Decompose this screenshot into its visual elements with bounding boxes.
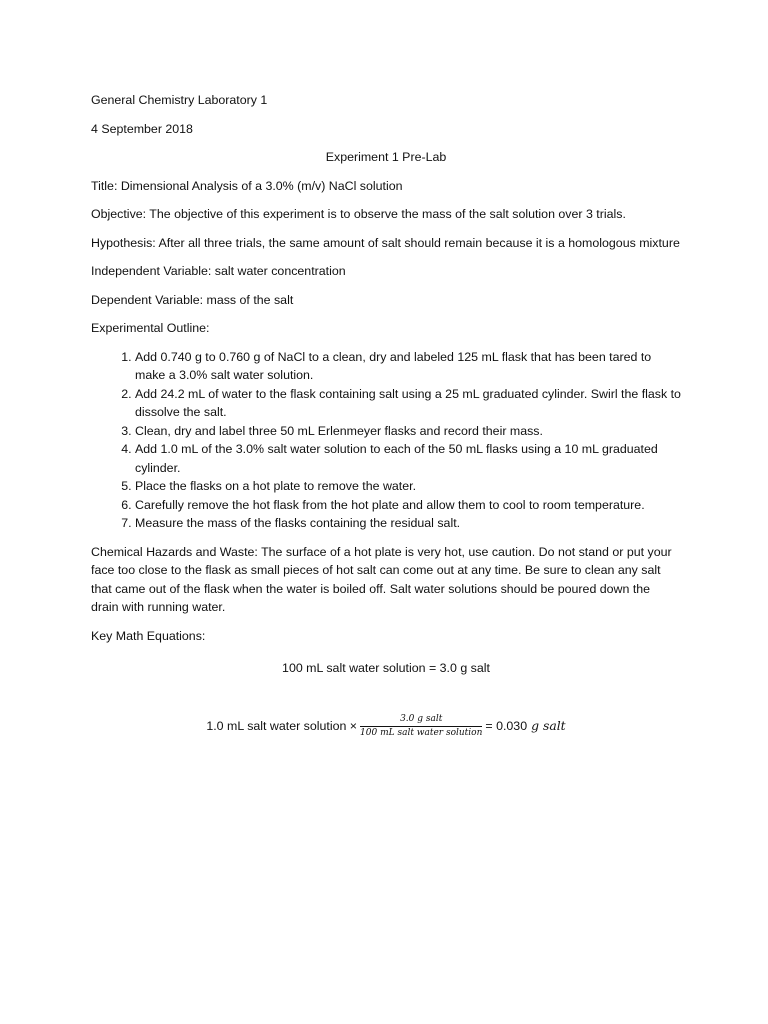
equation-conversion: 100 mL salt water solution = 3.0 g salt [282,661,490,675]
procedure-step: 7. Measure the mass of the flasks containing the residual salt. [135,514,681,533]
outline-label: Experimental Outline: [91,321,210,335]
equation-dimensional-analysis [91,714,681,739]
fraction-bar [360,726,482,727]
document-date: 4 September 2018 [91,121,193,136]
equation-result-unit: g salt [531,717,566,733]
hypothesis-line: Hypothesis: After all three trials, the same amount of salt should remain because it is a homologous mixture [91,235,680,250]
hazards-paragraph: Chemical Hazards and Waste: The surface of a hot plate is very hot, use caution. Do not stand or put your face too close to the flask as small pieces of hot salt can come out at any time. Be sure to clean any salt that came out of the flask when the water is boiled off. Salt water solutions should be poured down the drain with running water. [91,544,672,614]
procedure-step: 3. Clean, dry and label three 50 mL Erlenmeyer flasks and record their mass. [135,422,681,441]
procedure-list [91,348,681,533]
fraction-numerator: 3.0 g salt [400,713,443,724]
math-label: Key Math Equations: [91,628,206,643]
dependent-variable-line: Dependent Variable: mass of the salt [91,292,294,307]
conversion-fraction [360,714,482,739]
document-heading: Experiment 1 Pre-Lab [325,150,447,164]
independent-variable-line: Independent Variable: salt water concentration [91,264,346,278]
document-page [91,91,681,739]
procedure-step: 4. Add 1.0 mL of the 3.0% salt water solution to each of the 50 mL flasks using a 10 mL graduated cylinder. [135,440,681,477]
fraction-denominator: 100 mL salt water solution [360,727,483,738]
objective-line: Objective: The objective of this experiment is to observe the mass of the salt solution over 3 trials. [91,207,626,221]
procedure-step: 6. Carefully remove the hot flask from the hot plate and allow them to cool to room temperature. [135,496,681,515]
title-line: Title: Dimensional Analysis of a 3.0% (m/v) NaCl solution [91,178,403,193]
procedure-step: 5. Place the flasks on a hot plate to remove the water. [135,477,681,496]
course-name: General Chemistry Laboratory 1 [91,93,268,107]
equation-lhs: 1.0 mL salt water solution × [206,718,358,733]
procedure-step: 2. Add 24.2 mL of water to the flask containing salt using a 25 mL graduated cylinder. Swirl the flask to dissolve the salt. [135,385,681,422]
equation-result: = 0.030 [485,718,528,733]
procedure-step: 1. Add 0.740 g to 0.760 g of NaCl to a clean, dry and labeled 125 mL flask that has been tared to make a 3.0% salt water solution. [135,348,681,385]
